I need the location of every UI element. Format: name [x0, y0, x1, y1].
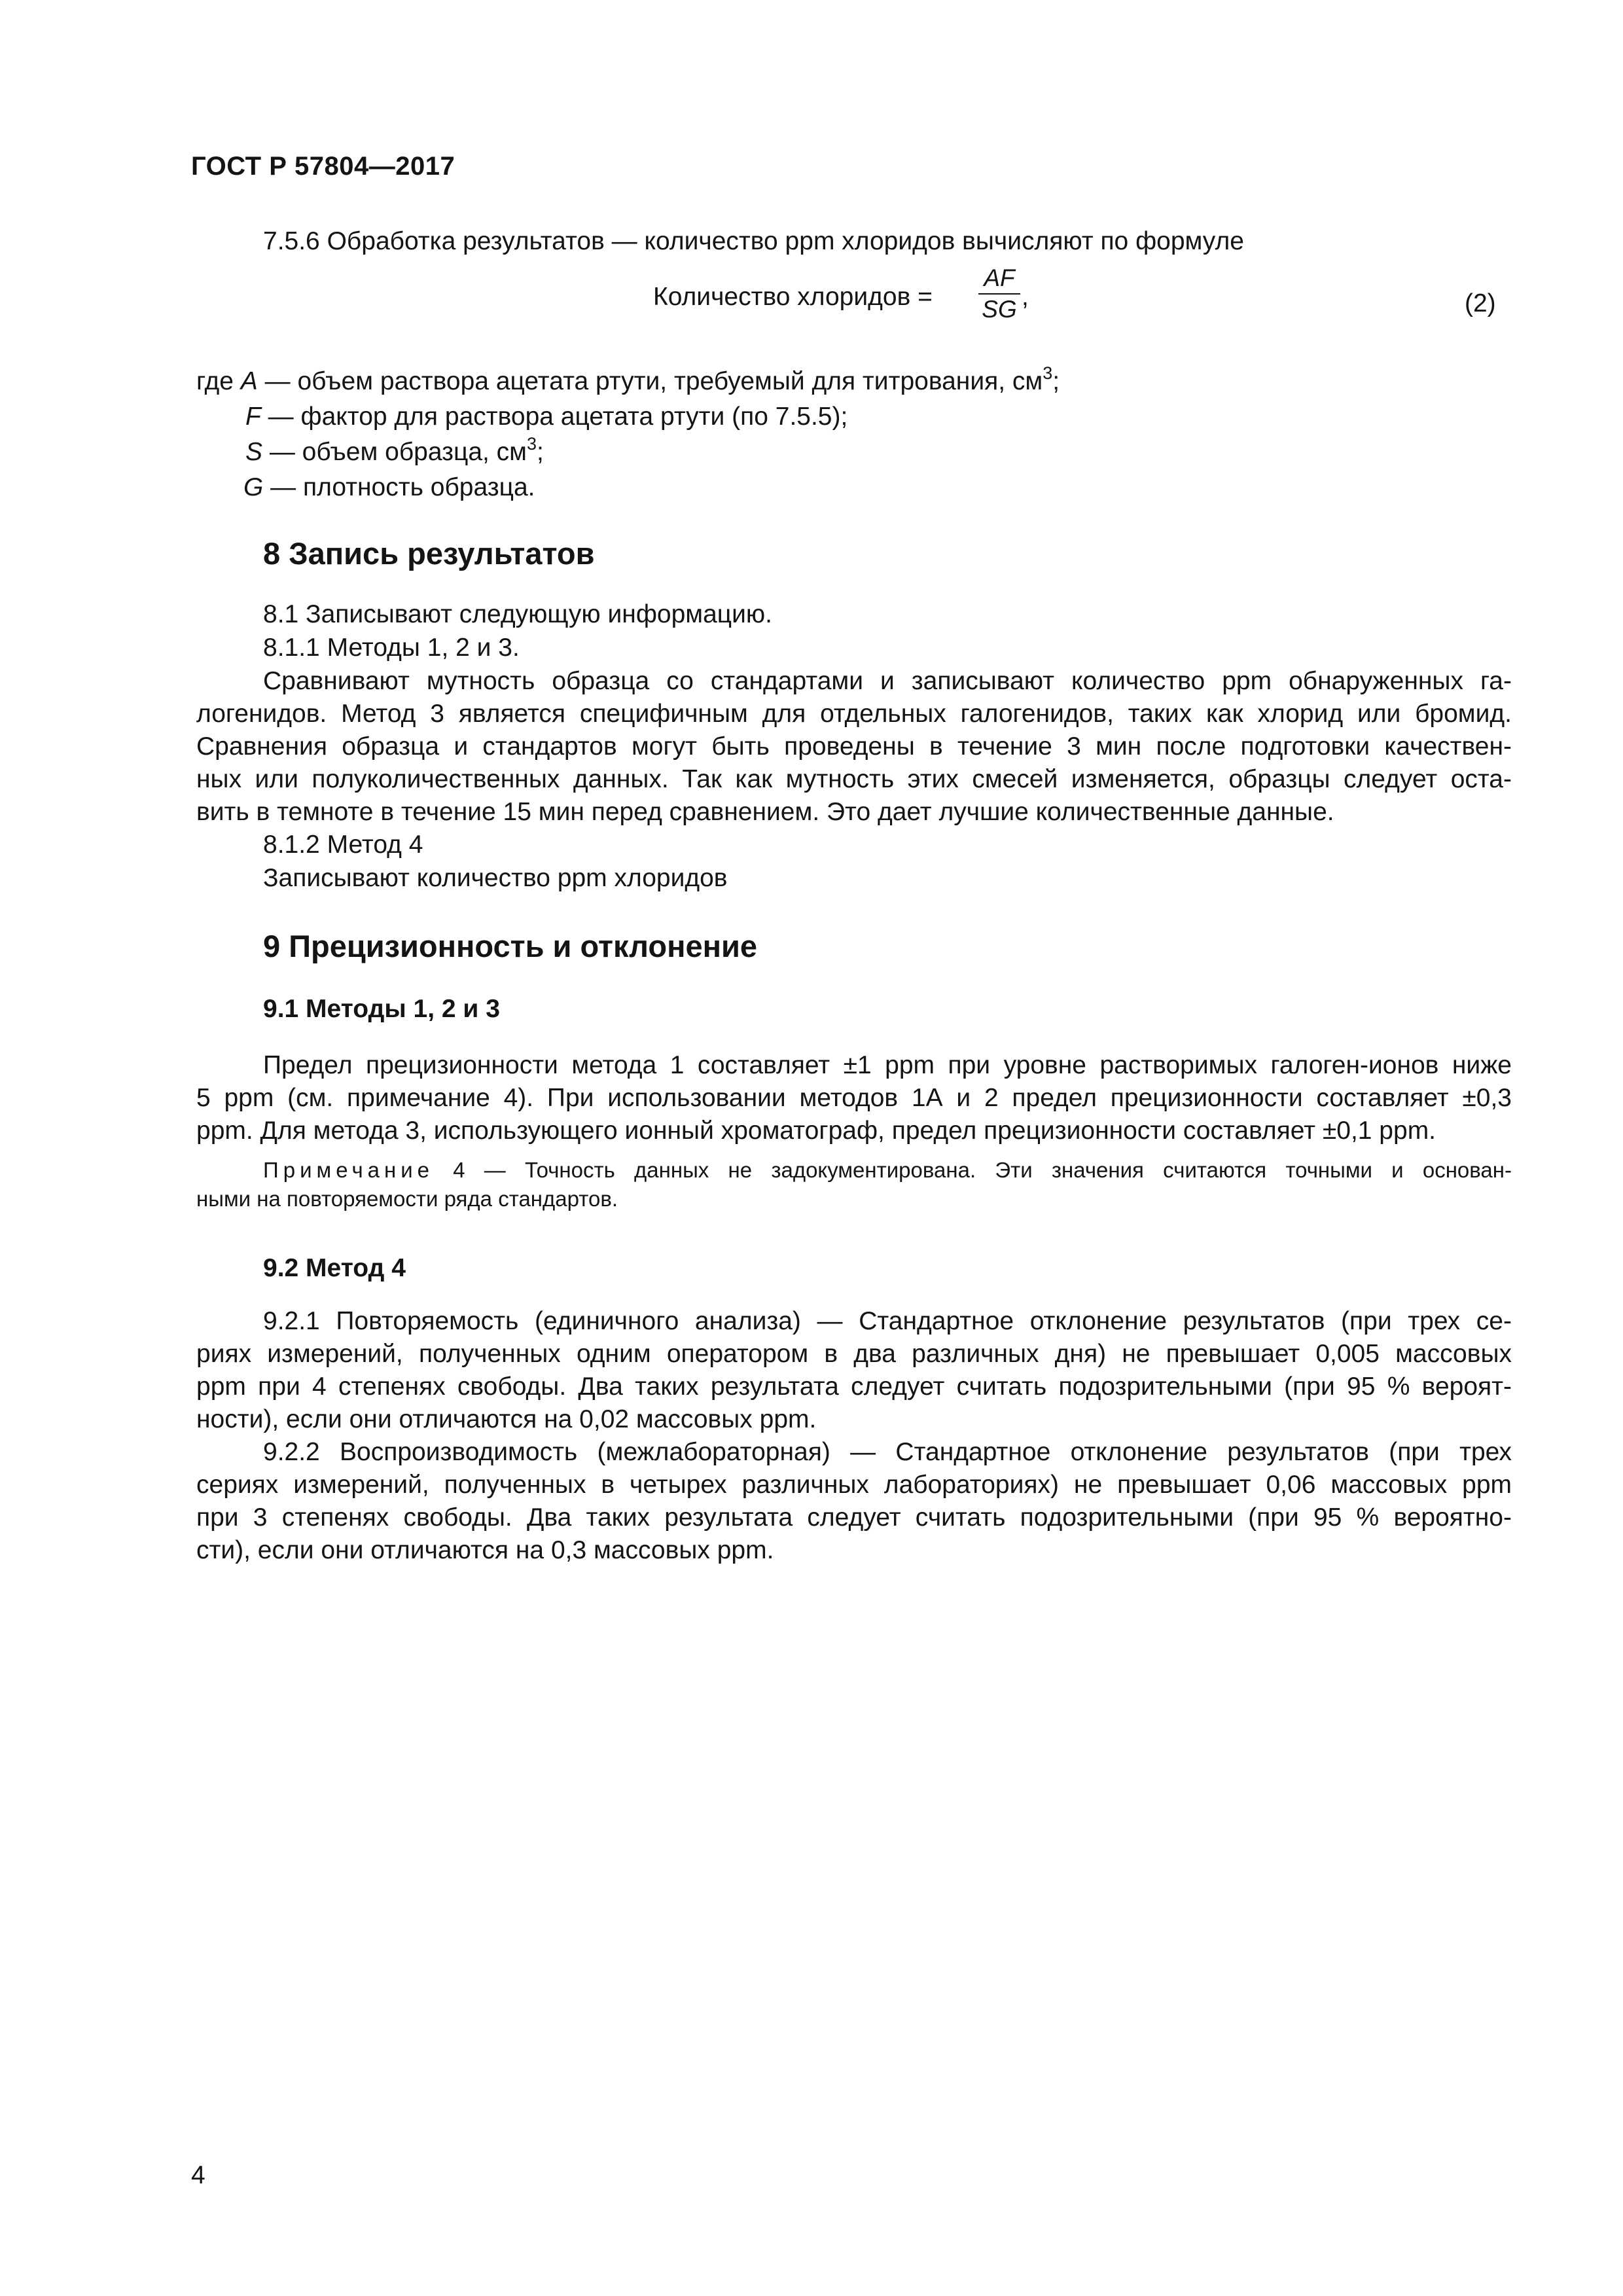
- where-tail-a: ;: [1052, 367, 1060, 395]
- formula-denominator: SG: [982, 296, 1017, 323]
- para-7-5-6-intro: 7.5.6 Обработка результатов — количество ppm хлоридов вычисляют по формуле: [263, 227, 1244, 255]
- para-8-1-2-body: Записывают количество ppm хлоридов: [263, 864, 728, 892]
- where-item-f: [245, 399, 847, 435]
- section-9-heading: 9 Прецизионность и отклонение: [263, 929, 758, 963]
- formula-numerator: AF: [984, 264, 1015, 291]
- note-line: ными на повторяемости ряда стандартов.: [196, 1187, 618, 1211]
- note-4: [196, 1156, 1512, 1213]
- para-8-1-1: 8.1.1 Методы 1, 2 и 3.: [263, 634, 520, 662]
- para-8-1-1-body: [196, 665, 1512, 829]
- symbol-g: G: [243, 473, 264, 501]
- symbol-f: F: [245, 403, 261, 431]
- equation-number: (2): [1465, 289, 1496, 317]
- text-line: Предел прецизионности метода 1 составляет ±1 ppm при уровне растворимых галоген-ионов ниже: [263, 1051, 1512, 1079]
- para-9-2-2: [196, 1436, 1512, 1567]
- where-text-g: — плотность образца.: [263, 473, 535, 501]
- text-line: сериях измерений, полученных в четырех различных лабораториях) не превышает 0,06 массовых ppm: [196, 1471, 1512, 1499]
- para-8-1-2: 8.1.2 Метод 4: [263, 831, 423, 859]
- where-prefix: где: [196, 367, 241, 395]
- text-line: ppm при 4 степенях свободы. Два таких результата следует считать подозрительными (при 95 % вероят-: [196, 1372, 1512, 1401]
- formula-fraction: [977, 263, 1022, 325]
- symbol-a: A: [240, 367, 258, 395]
- text-line: Сравнения образца и стандартов могут быть проведены в течение 3 мин после подготовки качествен-: [196, 732, 1512, 761]
- where-text-s: — объем образца, см: [262, 438, 527, 466]
- text-line: сти), если они отличаются на 0,3 массовых ppm.: [196, 1536, 774, 1564]
- section-8-heading: 8 Запись результатов: [263, 536, 595, 571]
- section-9-1-heading: 9.1 Методы 1, 2 и 3: [263, 995, 500, 1023]
- formula-comma: ,: [1022, 283, 1029, 311]
- section-9-2-heading: 9.2 Метод 4: [263, 1254, 406, 1282]
- symbol-s: S: [245, 438, 263, 466]
- page-number: 4: [191, 2161, 205, 2189]
- document-code-header: ГОСТ Р 57804—2017: [191, 152, 455, 181]
- text-line: Сравнивают мутность образца со стандартами и записывают количество ppm обнаруженных га-: [263, 667, 1512, 695]
- where-text-f: — фактор для раствора ацетата ртути (по 7.5.5);: [260, 403, 848, 431]
- para-8-1: 8.1 Записывают следующую информацию.: [263, 600, 773, 628]
- note-line: [196, 1156, 1512, 1185]
- text-line: логенидов. Метод 3 является специфичным для отдельных галогенидов, таких как хлорид или бромид.: [196, 700, 1512, 728]
- para-9-1-body: [196, 1049, 1512, 1147]
- text-line: ных или полуколичественных данных. Так как мутность этих смесей изменяется, образцы следует оста-: [196, 765, 1512, 793]
- text-line: ppm. Для метода 3, использующего ионный хроматограф, предел прецизионности составляет ±0,1 ppm.: [196, 1117, 1436, 1145]
- where-text-a: — объем раствора ацетата ртути, требуемый для титрования, см: [257, 367, 1043, 395]
- where-item-s: [245, 434, 544, 471]
- superscript-3: 3: [527, 434, 537, 454]
- superscript-3: 3: [1043, 363, 1053, 383]
- text-line: 9.2.1 Повторяемость (единичного анализа) — Стандартное отклонение результатов (при трех се-: [263, 1307, 1512, 1335]
- where-item-g: [243, 469, 535, 506]
- para-9-2-1: [196, 1305, 1512, 1436]
- text-line: вить в темноте в течение 15 мин перед сравнением. Это дает лучшие количественные данные.: [196, 798, 1334, 826]
- formula-label: Количество хлоридов =: [653, 283, 933, 311]
- text-line: риях измерений, полученных одним оператором в два различных дня) не превышает 0,005 массовых: [196, 1340, 1512, 1368]
- note-text: 4 — Точность данных не задокументирована. Эти значения считаются точными и основан-: [434, 1158, 1512, 1182]
- text-line: 9.2.2 Воспроизводимость (межлабораторная) — Стандартное отклонение результатов (при трех: [263, 1438, 1512, 1466]
- text-line: ности), если они отличаются на 0,02 массовых ppm.: [196, 1405, 817, 1433]
- text-line: 5 ppm (см. примечание 4). При использовании методов 1А и 2 предел прецизионности составляет ±0,3: [196, 1084, 1512, 1112]
- text-line: при 3 степенях свободы. Два таких результата следует считать подозрительными (при 95 % вероятно-: [196, 1503, 1512, 1532]
- where-tail-s: ;: [537, 438, 544, 466]
- where-item-a: [196, 363, 1060, 400]
- note-label: Примечание: [263, 1158, 435, 1182]
